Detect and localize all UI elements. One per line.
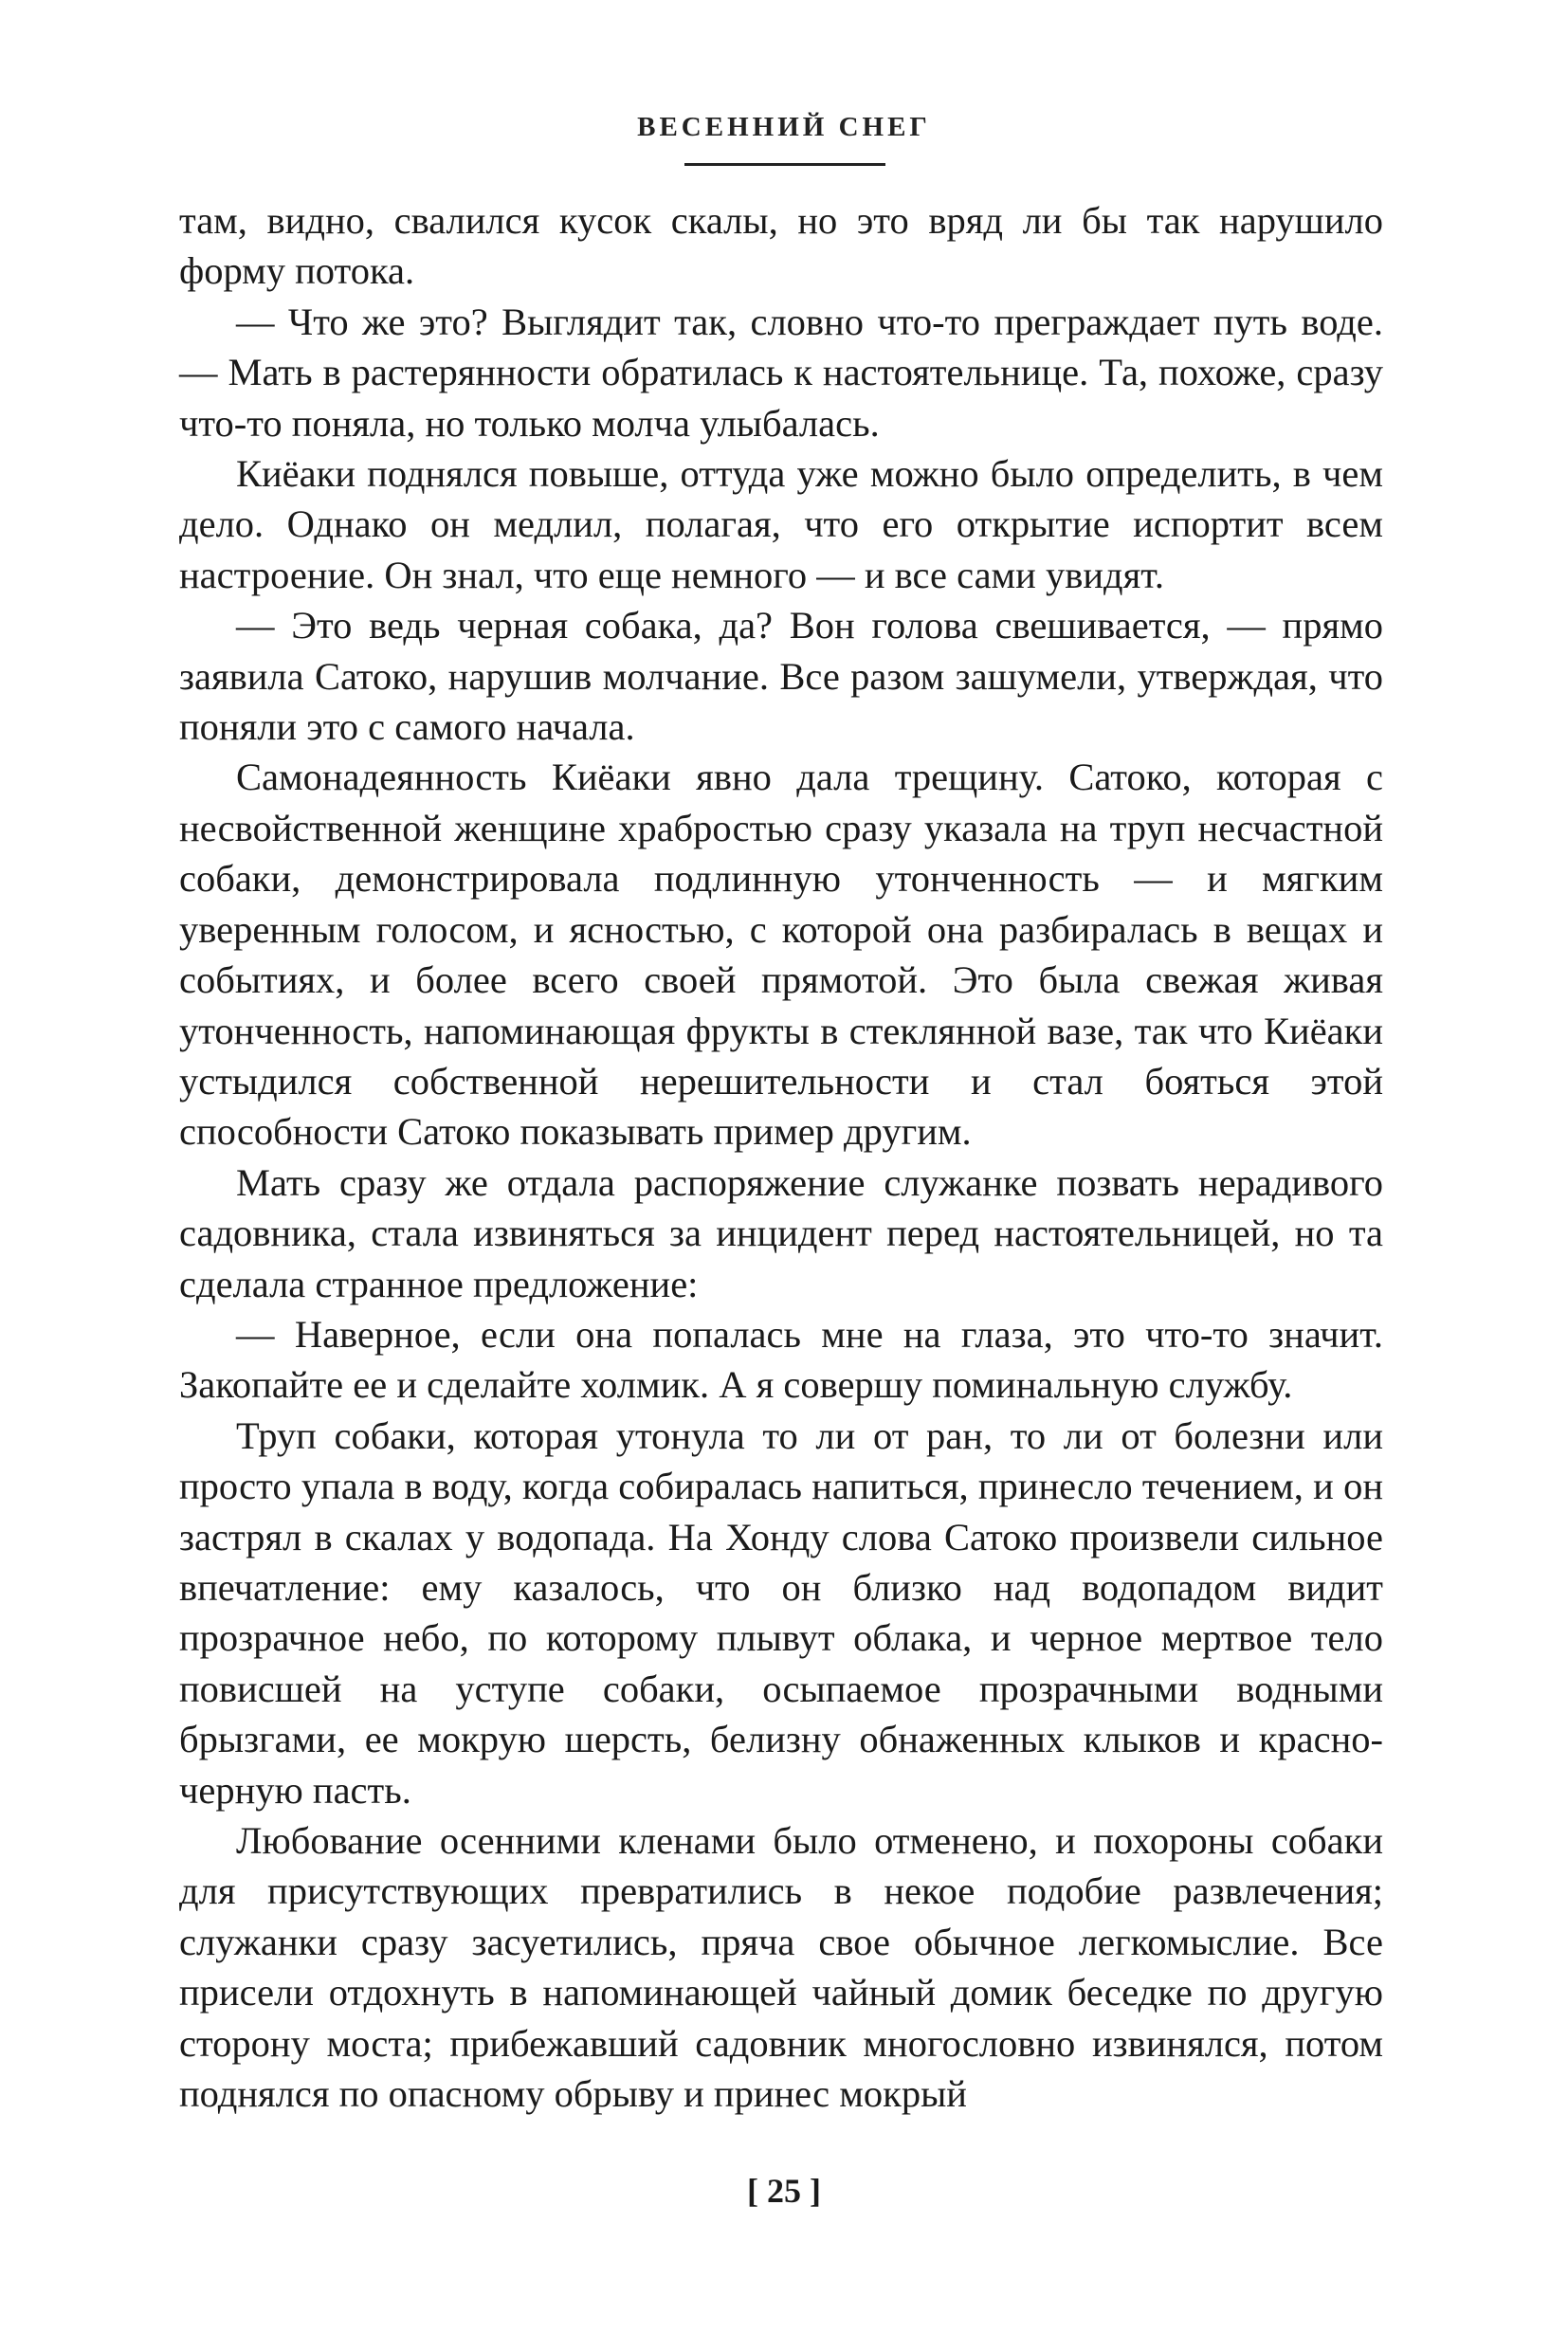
running-head: ВЕСЕННИЙ СНЕГ	[637, 112, 931, 142]
paragraph: там, видно, свалился кусок скалы, но это вряд ли бы так нарушило форму потока.	[179, 199, 1383, 293]
paragraph: — Это ведь черная собака, да? Вон голова свешивается, — прямо заявила Сатоко, нарушив молчание. Все разом зашумели, утверждая, что поняли это с самого начала.	[179, 604, 1383, 749]
running-head-rule	[684, 163, 885, 166]
body-text	[179, 195, 1383, 2119]
paragraph: Любование осенними кленами было отменено, и похороны собаки для присутствующих превратились в некое подобие развлечения; служанки сразу засуетились, пряча свое обычное легкомыслие. Все присели отдохнуть в напоминающей чайный домик беседке по другую сторону моста; прибежавший садовник многословно извинялся, потом поднялся по опасному обрыву и принес мокрый	[179, 1819, 1383, 2116]
paragraph: Самонадеянность Киёаки явно дала трещину. Сатоко, которая с несвойственной женщине храбростью сразу указала на труп несчастной собаки, демонстрировала подлинную утонченность — и мягким уверенным голосом, и ясностью, с которой она разбиралась в вещах и событиях, и более всего своей прямотой. Это была свежая живая утонченность, напоминающая фрукты в стеклянной вазе, так что Киёаки устыдился собственной нерешительности и стал бояться этой способности Сатоко показывать пример другим.	[179, 756, 1383, 1154]
paragraph: — Наверное, если она попалась мне на глаза, это что-то значит. Закопайте ее и сделайте холмик. А я совершу поминальную службу.	[179, 1312, 1383, 1407]
paragraph: Киёаки поднялся повыше, оттуда уже можно было определить, в чем дело. Однако он медлил, полагая, что его открытие испортит всем настроение. Он знал, что еще немного — и все сами увидят.	[179, 452, 1383, 596]
page-number: [ 25 ]	[747, 2172, 821, 2210]
paragraph: Мать сразу же отдала распоряжение служанке позвать нерадивого садовника, стала извиняться за инцидент перед настоятельницей, но та сделала странное предложение:	[179, 1160, 1383, 1305]
paragraph: — Что же это? Выглядит так, словно что-то преграждает путь воде. — Мать в растерянности обратилась к настоятельнице. Та, похоже, сразу что-то поняла, но только молча улыбалась.	[179, 300, 1383, 445]
paragraph: Труп собаки, которая утонула то ли от ран, то ли от болезни или просто упала в воду, когда собиралась напиться, принесло течением, и он застрял в скалах у водопада. На Хонду слова Сатоко произвели сильное впечатление: ему казалось, что он близко над водопадом видит прозрачное небо, по которому плывут облака, и черное мертвое тело повисшей на уступе собаки, осыпаемое прозрачными водными брызгами, ее мокрую шерсть, белизну обнаженных клыков и красно-черную пасть.	[179, 1413, 1383, 1812]
